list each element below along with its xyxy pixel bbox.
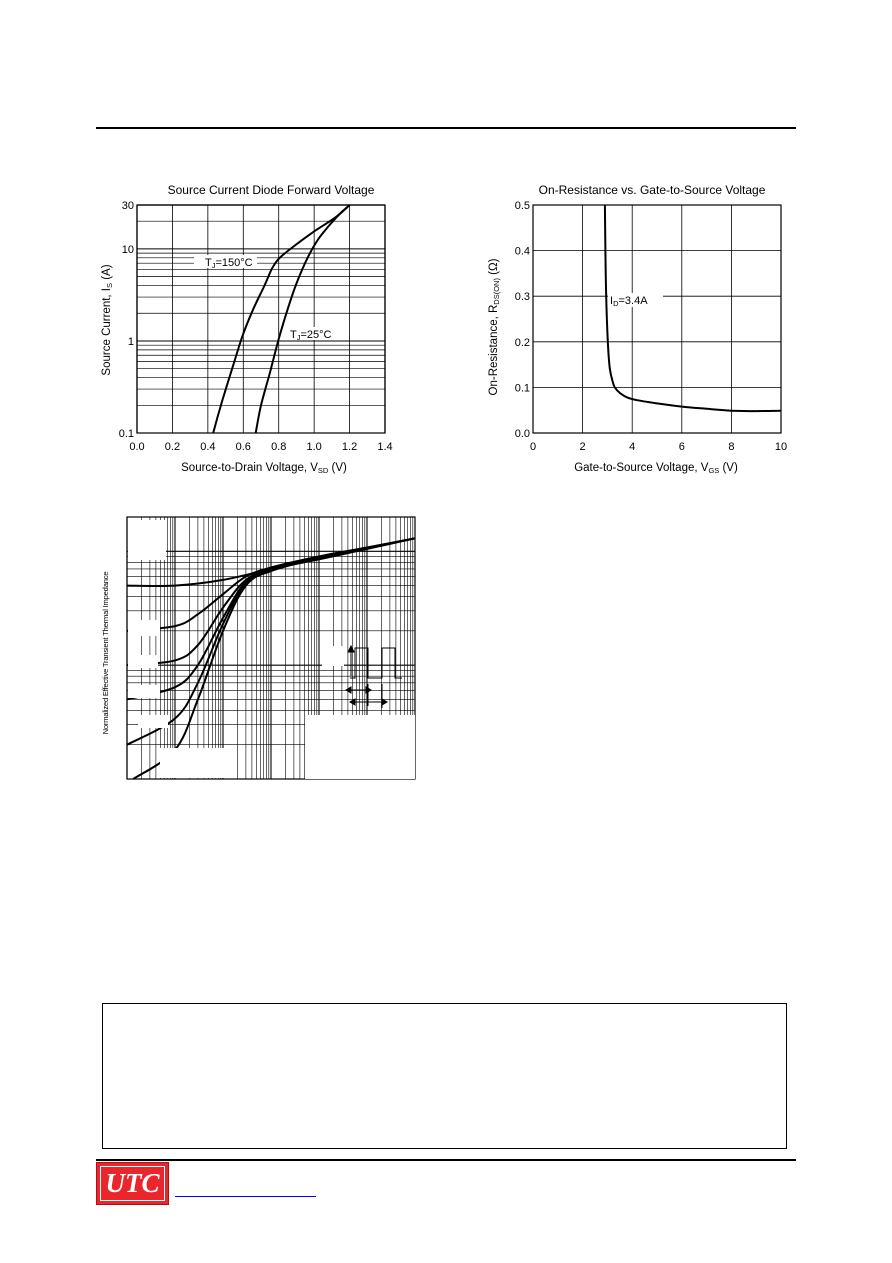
chart1-title: Source Current Diode Forward Voltage [167, 183, 375, 197]
chart2-x-tick-label: 2 [579, 441, 586, 453]
chart1-label-tj150: TJ=150°C [205, 257, 253, 270]
chart2-y-tick-label: 0.1 [514, 382, 530, 395]
chart2-y-tick-label: 0.2 [514, 336, 530, 349]
chart1-x-tick-label: 1.2 [341, 441, 358, 453]
chart2-x-tick-label: 4 [629, 441, 636, 453]
chart1-y-tick-label: 0.1 [118, 428, 134, 440]
chart1-x-tick-label: 1.4 [377, 441, 393, 453]
utc-logo-frame [100, 1166, 165, 1201]
chart1-x-tick-label: 1.0 [306, 441, 322, 453]
chart1-y-tick-label: 30 [121, 200, 134, 212]
chart2-y-axis-label: On-Resistance, RDS(ON) (Ω) [488, 258, 501, 396]
chart1-x-tick-label: 0.4 [200, 441, 216, 453]
chart2-x-tick-label: 6 [678, 441, 685, 453]
website-link[interactable] [175, 1196, 316, 1197]
chart2-x-axis-label: Gate-to-Source Voltage, VGS (V) [574, 462, 738, 475]
chart2-y-tick-label: 0.3 [514, 291, 530, 304]
chart1-y-tick-label: 10 [121, 243, 134, 256]
chart1-x-tick-label: 0.8 [271, 441, 287, 453]
chart2-x-tick-label: 8 [728, 441, 735, 453]
chart1-x-tick-label: 0.2 [164, 441, 181, 453]
chart1-label-tj25: TJ=25°C [290, 329, 332, 342]
chart2-y-tick-label: 0.0 [514, 428, 530, 440]
chart3-pulse-diagram [346, 646, 402, 708]
chart2-x-tick-label: 10 [774, 441, 788, 453]
notes-box [102, 1003, 787, 1149]
chart1-y-tick-label: 1 [127, 335, 134, 348]
chart2-y-tick-label: 0.5 [514, 200, 530, 212]
chart1-x-tick-label: 0.0 [129, 441, 145, 453]
chart2-y-tick-label: 0.4 [514, 245, 530, 258]
chart2-x-tick-label: 0 [529, 441, 537, 453]
chart1-x-tick-label: 0.6 [235, 441, 251, 453]
utc-logo-text: UTC [105, 1168, 160, 1198]
chart2-title: On-Resistance vs. Gate-to-Source Voltage [538, 183, 766, 197]
chart1-y-axis-label: Source Current, IS (A) [101, 264, 114, 376]
chart1-x-axis-label: Source-to-Drain Voltage, VSD (V) [181, 462, 347, 475]
utc-logo [96, 1162, 169, 1205]
chart3-y-axis-label: Normalized Effective Transient Thermal Impedance [101, 571, 110, 735]
chart2-label-id: ID=3.4A [610, 295, 648, 308]
